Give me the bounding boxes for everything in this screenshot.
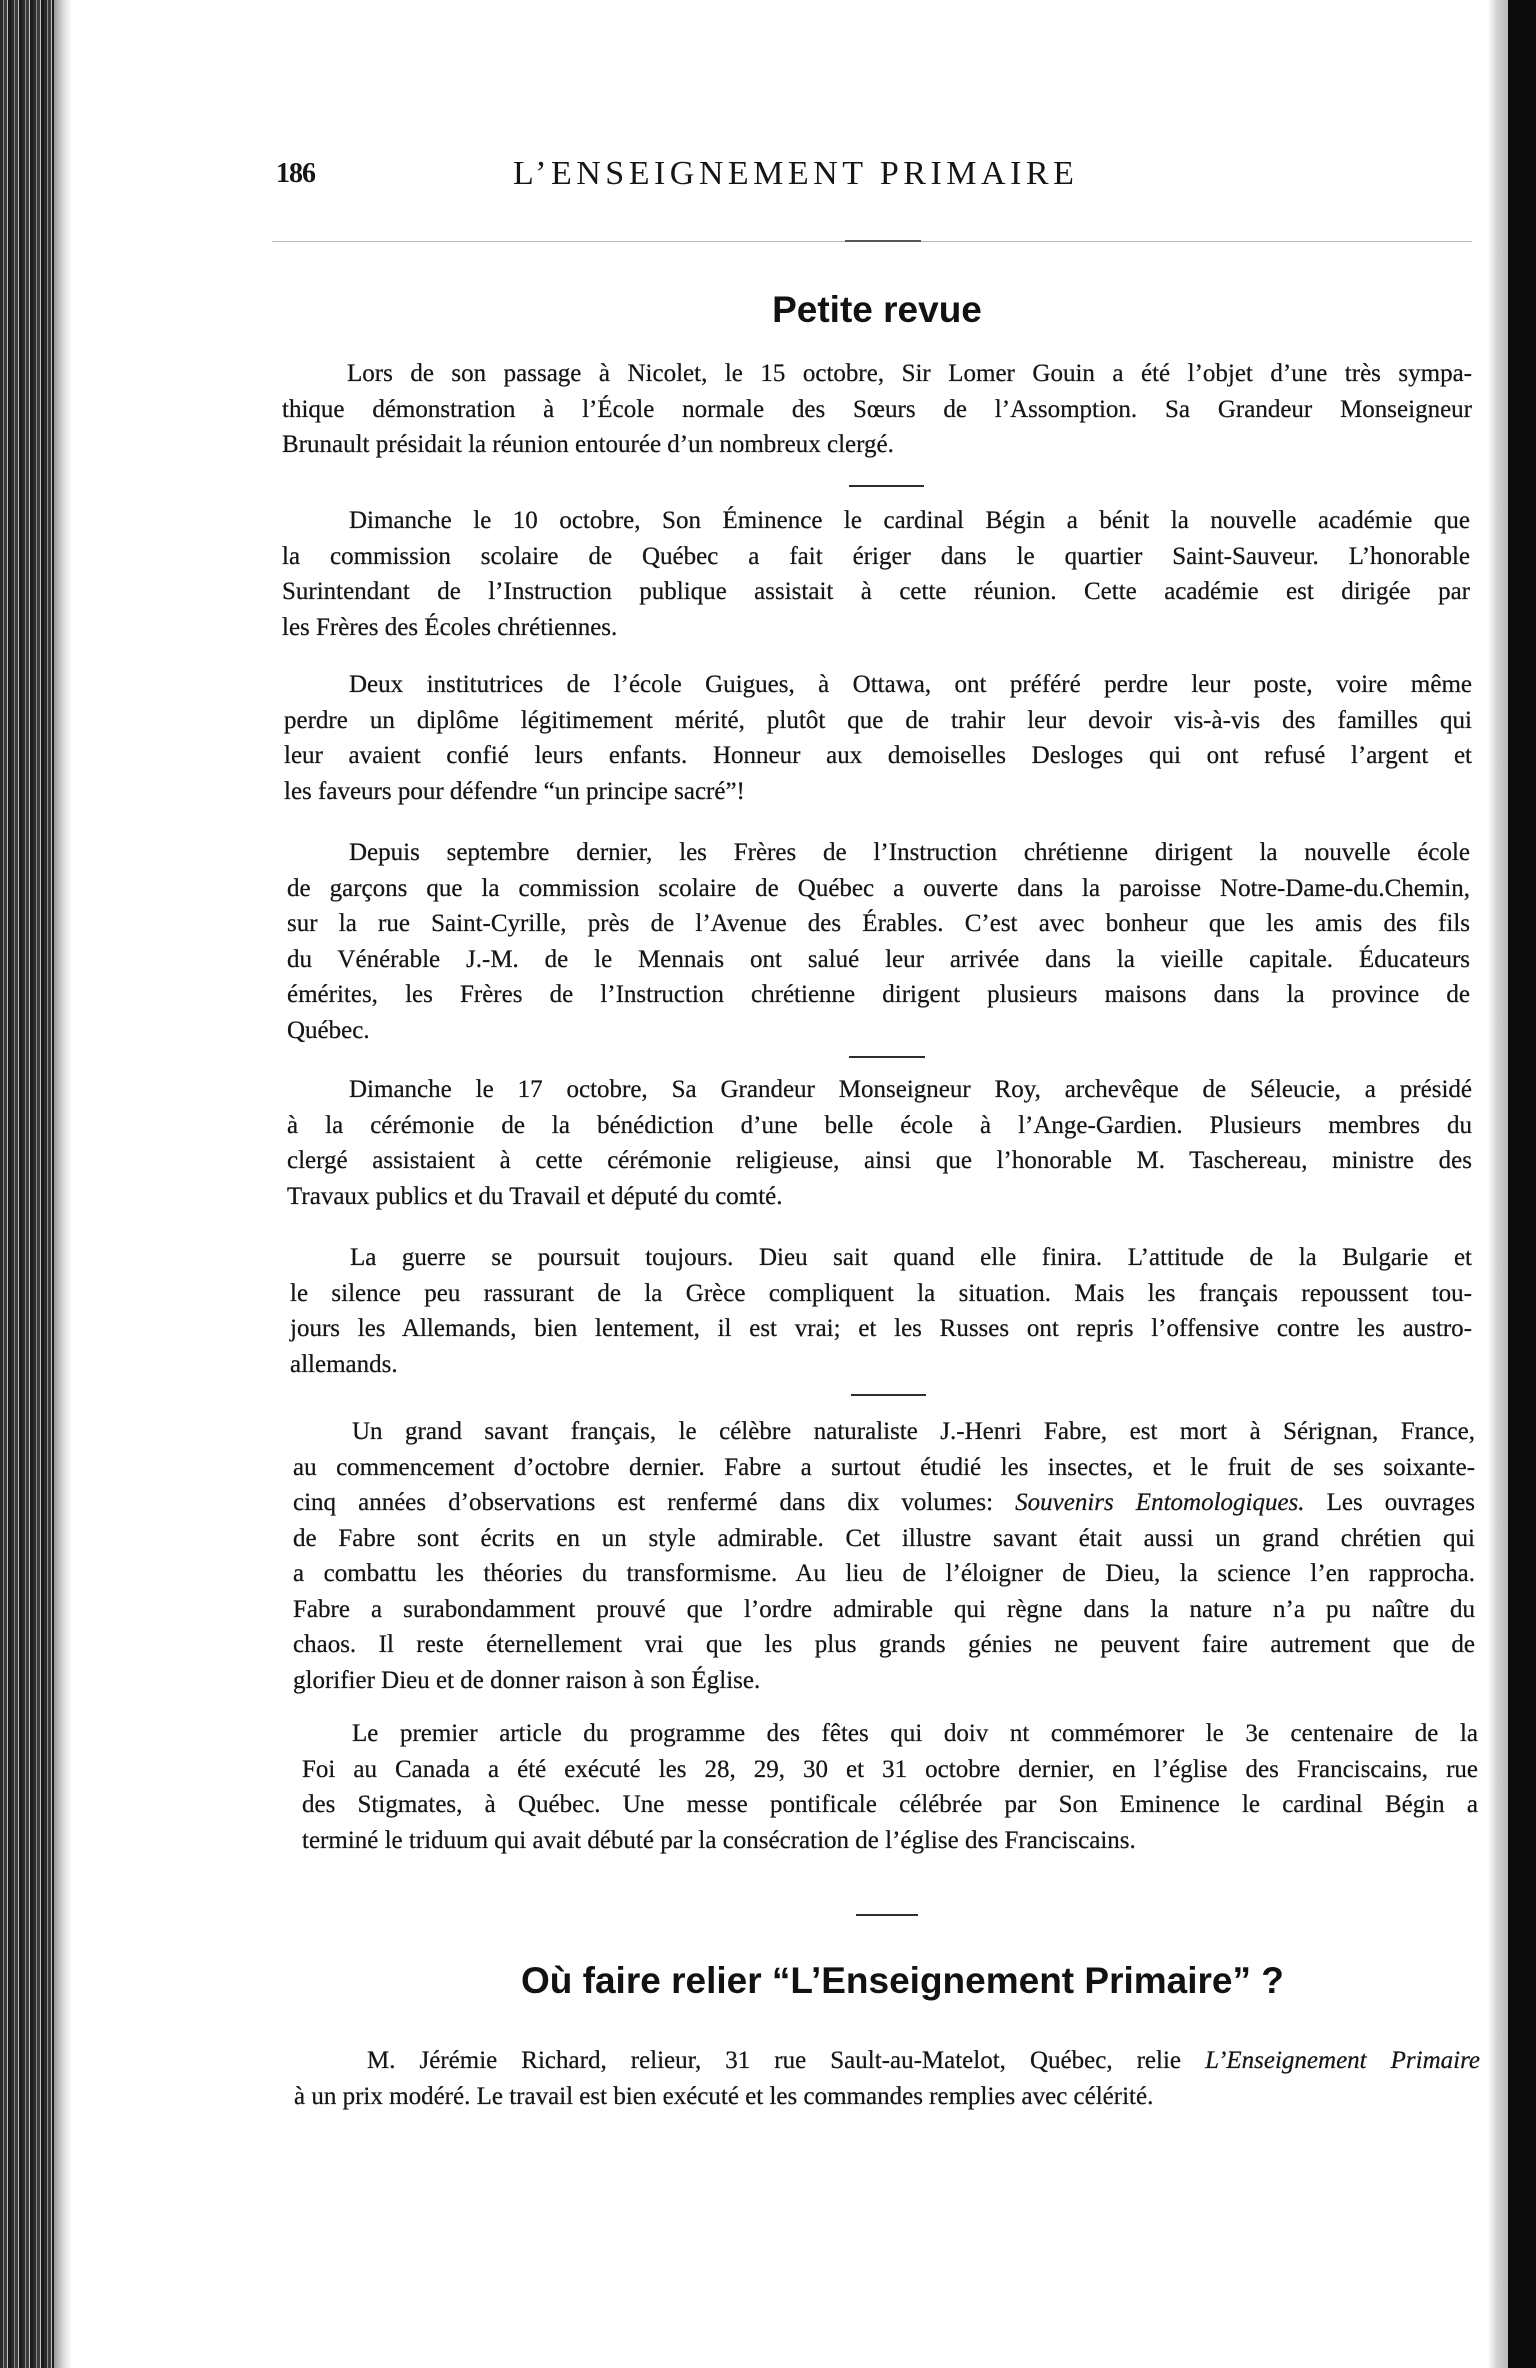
page-edge-right: [1508, 0, 1536, 2368]
section-separator: [849, 485, 924, 487]
page-binding-edge: [0, 0, 54, 2368]
text-line: a combattu les théories du transformisme. Au lieu de l’éloigner de Dieu, la science l’en rapprocha.: [293, 1560, 1475, 1587]
section-heading-reliure: Où faire relier “L’Enseignement Primaire” ?: [521, 1960, 1284, 2001]
text-line: des Stigmates, à Québec. Une messe pontificale célébrée par Son Eminence le cardinal Bégin a: [302, 1791, 1478, 1818]
text-line: Travaux publics et du Travail et député du comté.: [287, 1182, 783, 1210]
text-line: de Fabre sont écrits en un style admirable. Cet illustre savant était aussi un grand chrétien qui: [293, 1524, 1475, 1552]
paragraph-fabre: [293, 1414, 1475, 1698]
text-line: Un grand savant français, le célèbre naturaliste J.-Henri Fabre, est mort à Sérignan, France,: [352, 1418, 1475, 1445]
text-run: M. Jérémie Richard, relieur, 31 rue Sault-au-Matelot, Québec, relie: [367, 2047, 1206, 2074]
book-title: Souvenirs Entomologiques.: [1015, 1489, 1305, 1516]
section-separator: [849, 1056, 925, 1058]
paragraph-freres: [287, 835, 1470, 1048]
text-line: perdre un diplôme légitimement mérité, plutôt que de trahir leur devoir vis-à-vis des familles qui: [284, 706, 1472, 734]
paragraph-relieur: [294, 2043, 1480, 2114]
text-line: chaos. Il reste éternellement vrai que les plus grands génies ne peuvent faire autrement que de: [293, 1631, 1475, 1658]
text-line: à la cérémonie de la bénédiction d’une belle école à l’Ange-Gardien. Plusieurs membres du: [287, 1111, 1472, 1139]
section-separator: [856, 1914, 918, 1916]
text-line: du Vénérable J.-M. de le Mennais ont salué leur arrivée dans la vieille capitale. Éducateurs: [287, 945, 1470, 973]
paragraph-institutrices: [284, 667, 1472, 809]
text-line: Foi au Canada a été exécuté les 28, 29, 30 et 31 octobre dernier, en l’église des Franciscains, rue: [302, 1755, 1478, 1783]
page-number: 186: [276, 158, 315, 189]
periodical-title: L’Enseignement Primaire: [1205, 2047, 1481, 2074]
paragraph-centenaire: [302, 1716, 1478, 1858]
text-line: Fabre a surabondamment prouvé que l’ordre admirable qui règne dans la nature n’a pu naître du: [293, 1595, 1475, 1623]
text-line: Dimanche le 17 octobre, Sa Grandeur Monseigneur Roy, archevêque de Séleucie, a présidé: [349, 1076, 1472, 1103]
text-line: de garçons que la commission scolaire de Québec a ouverte dans la paroisse Notre-Dame-du.Chemin,: [287, 874, 1470, 902]
text-line: les Frères des Écoles chrétiennes.: [282, 613, 618, 641]
running-title: L’ENSEIGNEMENT PRIMAIRE: [513, 155, 1079, 192]
text-line: Brunault présidait la réunion entourée d’un nombreux clergé.: [282, 431, 894, 458]
header-rule-ornament: [845, 240, 921, 242]
text-line: Deux institutrices de l’école Guigues, à Ottawa, ont préféré perdre leur poste, voire même: [349, 671, 1472, 698]
text-line: allemands.: [290, 1350, 398, 1378]
text-line: [294, 2043, 1480, 2079]
text-line: Le premier article du programme des fêtes qui doiv nt commémorer le 3e centenaire de la: [352, 1720, 1478, 1747]
section-heading-petite-revue: Petite revue: [772, 289, 982, 330]
text-run: cinq années d’observations est renfermé dans dix volumes:: [293, 1489, 1016, 1516]
text-line: les faveurs pour défendre “un principe sacré”!: [284, 777, 745, 805]
text-line: terminé le triduum qui avait débuté par la consécration de l’église des Franciscains.: [302, 1826, 1136, 1854]
text-line: clergé assistaient à cette cérémonie religieuse, ainsi que l’honorable M. Taschereau, ministre des: [287, 1147, 1472, 1174]
paragraph-academie: [282, 503, 1470, 645]
text-line: thique démonstration à l’École normale des Sœurs de l’Assomption. Sa Grandeur Monseigneur: [282, 395, 1472, 423]
text-line: au commencement d’octobre dernier. Fabre a surtout étudié les insectes, et le fruit de ses soixante-: [293, 1453, 1475, 1481]
text-line: La guerre se poursuit toujours. Dieu sait quand elle finira. L’attitude de la Bulgarie et: [350, 1244, 1472, 1271]
text-line: la commission scolaire de Québec a fait ériger dans le quartier Saint-Sauveur. L’honorable: [282, 542, 1470, 570]
text-line: sur la rue Saint-Cyrille, près de l’Avenue des Érables. C’est avec bonheur que les amis des fils: [287, 910, 1470, 937]
page-binding-shadow: [54, 0, 72, 2368]
text-line: Québec.: [287, 1016, 370, 1044]
text-line: émérites, les Frères de l’Instruction chrétienne dirigent plusieurs maisons dans la province de: [287, 981, 1470, 1008]
text-line: Depuis septembre dernier, les Frères de l’Instruction chrétienne dirigent la nouvelle école: [349, 839, 1470, 866]
text-line: Surintendant de l’Instruction publique assistait à cette réunion. Cette académie est dirigée par: [282, 578, 1470, 605]
text-line: leur avaient confié leurs enfants. Honneur aux demoiselles Desloges qui ont refusé l’argent et: [284, 742, 1472, 769]
paragraph-ange-gardien: [287, 1072, 1472, 1214]
text-line: Lors de son passage à Nicolet, le 15 octobre, Sir Lomer Gouin a été l’objet d’une très sympa-: [347, 360, 1472, 387]
text-line: glorifier Dieu et de donner raison à son Église.: [293, 1666, 761, 1694]
page-edge-right-shadow: [1488, 0, 1508, 2368]
paragraph-gouin: [282, 356, 1472, 463]
text-line: [293, 1485, 1475, 1521]
text-line: Dimanche le 10 octobre, Son Éminence le cardinal Bégin a bénit la nouvelle académie que: [349, 507, 1470, 534]
paragraph-guerre: [290, 1240, 1472, 1382]
text-line: le silence peu rassurant de la Grèce compliquent la situation. Mais les français repoussent tou-: [290, 1279, 1472, 1307]
text-run: Les ouvrages: [1304, 1489, 1476, 1516]
text-line: jours les Allemands, bien lentement, il est vrai; et les Russes ont repris l’offensive contre les austro-: [290, 1315, 1472, 1342]
section-separator: [851, 1394, 926, 1396]
text-line: à un prix modéré. Le travail est bien exécuté et les commandes remplies avec célérité.: [294, 2082, 1154, 2110]
